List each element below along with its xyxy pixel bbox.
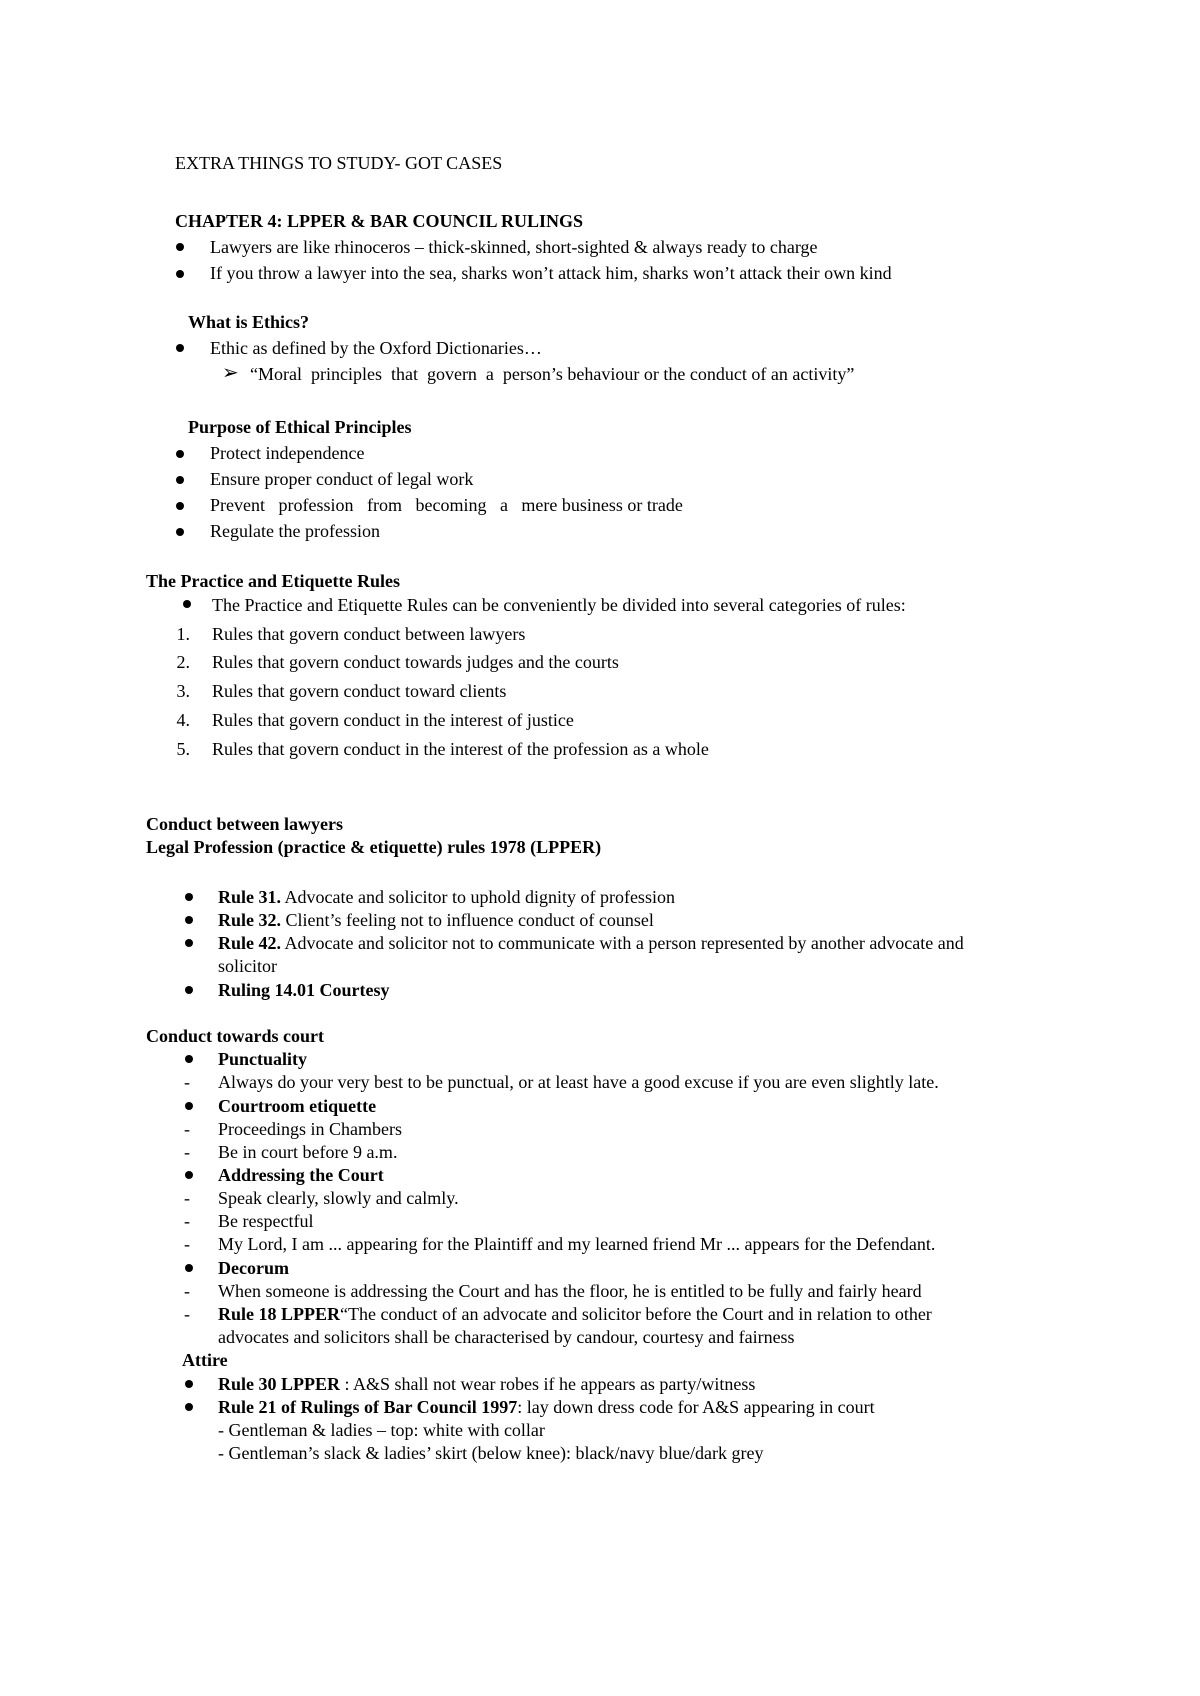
bullet-icon [185, 1055, 193, 1063]
ethics-quote: “Moral principles that govern a person’s behaviour or the conduct of an activity” [250, 364, 855, 384]
list-item: - Gentleman & ladies – top: white with collar [218, 1420, 545, 1440]
list-item: When someone is addressing the Court and has the floor, he is entitled to be fully and fairly heard [218, 1281, 922, 1301]
list-item: Rules that govern conduct toward clients [212, 681, 507, 701]
bullet-icon [185, 1380, 193, 1388]
ethics-heading: What is Ethics? [188, 312, 310, 332]
list-item: Proceedings in Chambers [218, 1119, 402, 1139]
between-heading: Conduct between lawyers [146, 814, 343, 834]
dash-bullet: - [184, 1119, 190, 1139]
dash-bullet: - [184, 1211, 190, 1231]
bullet-icon [185, 986, 193, 994]
dash-bullet: - [184, 1142, 190, 1162]
bullet-icon [185, 1102, 193, 1110]
list-item: Rules that govern conduct towards judges and the courts [212, 652, 619, 672]
list-item: Rule 31. Advocate and solicitor to uphold dignity of profession [218, 887, 675, 907]
dash-bullet: - [184, 1234, 190, 1254]
list-item: Regulate the profession [210, 521, 380, 541]
dash-bullet: - [184, 1188, 190, 1208]
bullet-icon [183, 600, 191, 608]
bullet-icon [185, 939, 193, 947]
dash-bullet: - [184, 1281, 190, 1301]
arrow-bullet-icon: ➢ [222, 362, 239, 384]
list-item: Ruling 14.01 Courtesy [218, 980, 390, 1000]
list-number: 1. [176, 624, 190, 644]
list-item: Rule 21 of Rulings of Bar Council 1997: lay down dress code for A&S appearing in court [218, 1397, 875, 1417]
bullet-icon [176, 243, 184, 251]
list-item: My Lord, I am ... appearing for the Plaintiff and my learned friend Mr ... appears for the Defendant. [218, 1234, 936, 1254]
bullet-icon [185, 916, 193, 924]
list-item: Ethic as defined by the Oxford Dictionaries… [210, 338, 542, 358]
list-number: 2. [176, 652, 190, 672]
purpose-heading: Purpose of Ethical Principles [188, 417, 412, 437]
lpper-heading: Legal Profession (practice & etiquette) rules 1978 (LPPER) [146, 837, 602, 857]
bullet-icon [185, 1403, 193, 1411]
list-number: 4. [176, 710, 190, 730]
bullet-icon [185, 893, 193, 901]
list-item: Always do your very best to be punctual, or at least have a good excuse if you are even slightly late. [218, 1072, 939, 1092]
list-item: If you throw a lawyer into the sea, sharks won’t attack him, sharks won’t attack their own kind [210, 263, 892, 283]
list-item-continuation: solicitor [218, 956, 277, 976]
list-item: Rules that govern conduct in the interest of the profession as a whole [212, 739, 709, 759]
list-item: Be in court before 9 a.m. [218, 1142, 398, 1162]
court-heading: Conduct towards court [146, 1026, 324, 1046]
bullet-icon [185, 1264, 193, 1272]
list-item: Punctuality [218, 1049, 308, 1069]
dash-bullet: - [184, 1072, 190, 1092]
list-item: Rules that govern conduct between lawyers [212, 624, 526, 644]
bullet-icon [176, 344, 184, 352]
list-item: Lawyers are like rhinoceros – thick-skinned, short-sighted & always ready to charge [210, 237, 818, 257]
list-item: Rule 18 LPPER“The conduct of an advocate and solicitor before the Court and in relation to other [218, 1304, 932, 1324]
attire-heading: Attire [182, 1350, 228, 1370]
document-title: EXTRA THINGS TO STUDY- GOT CASES [175, 153, 503, 173]
chapter-heading: CHAPTER 4: LPPER & BAR COUNCIL RULINGS [175, 211, 584, 231]
list-item: Rule 32. Client’s feeling not to influence conduct of counsel [218, 910, 654, 930]
bullet-icon [176, 528, 184, 536]
bullet-icon [176, 270, 184, 278]
practice-heading: The Practice and Etiquette Rules [146, 571, 400, 591]
list-item: Speak clearly, slowly and calmly. [218, 1188, 459, 1208]
list-item: Rule 30 LPPER : A&S shall not wear robes if he appears as party/witness [218, 1374, 756, 1394]
bullet-icon [176, 476, 184, 484]
list-number: 3. [176, 681, 190, 701]
list-item: Prevent profession from becoming a mere business or trade [210, 495, 683, 515]
dash-bullet: - [184, 1304, 190, 1324]
list-item: Protect independence [210, 443, 365, 463]
bullet-icon [185, 1171, 193, 1179]
list-item: Decorum [218, 1258, 289, 1278]
list-item: Be respectful [218, 1211, 314, 1231]
list-item: - Gentleman’s slack & ladies’ skirt (below knee): black/navy blue/dark grey [218, 1443, 764, 1463]
list-item: Ensure proper conduct of legal work [210, 469, 474, 489]
list-item: Rules that govern conduct in the interest of justice [212, 710, 574, 730]
list-number: 5. [176, 739, 190, 759]
list-item: Addressing the Court [218, 1165, 384, 1185]
list-item: The Practice and Etiquette Rules can be conveniently be divided into several categories of rules: [212, 595, 906, 615]
bullet-icon [176, 450, 184, 458]
list-item-continuation: advocates and solicitors shall be characterised by candour, courtesy and fairness [218, 1327, 795, 1347]
list-item: Courtroom etiquette [218, 1096, 377, 1116]
list-item: Rule 42. Advocate and solicitor not to communicate with a person represented by another advocate and [218, 933, 964, 953]
bullet-icon [176, 502, 184, 510]
